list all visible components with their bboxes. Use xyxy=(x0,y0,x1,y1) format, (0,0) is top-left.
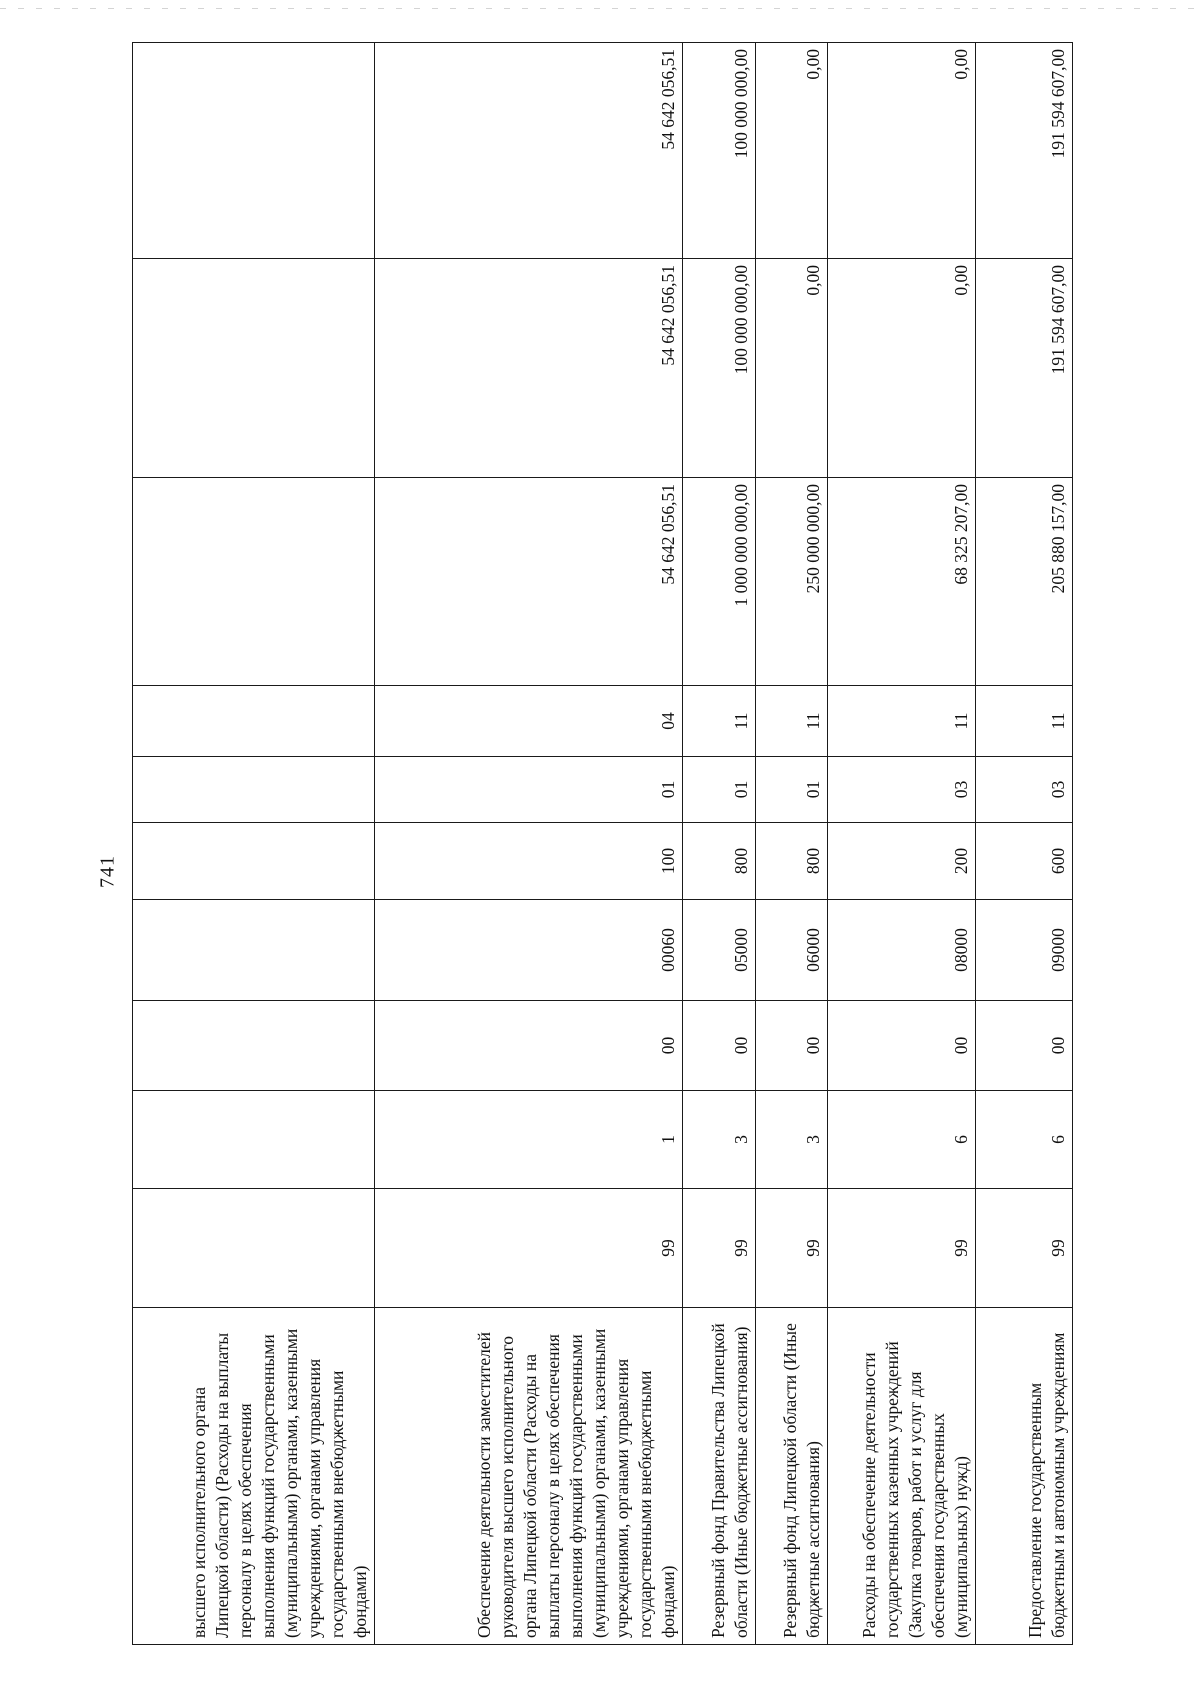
amount-cell: 205 880 157,00 xyxy=(976,478,1073,686)
amount-cell xyxy=(133,43,375,259)
code-cell: 6 xyxy=(828,1091,976,1189)
code-cell: 00 xyxy=(828,1001,976,1091)
amount-cell: 68 325 207,00 xyxy=(828,478,976,686)
amount-cell: 54 642 056,51 xyxy=(375,259,683,478)
code-cell: 00060 xyxy=(375,900,683,1001)
row-description: высшего исполнительного органа Липецкой области) (Расходы на выплаты персоналу в целях обеспечения выполнения функций государственными (муниципальными) органами, казенными учреждениями, органами управления государственными внебюджетными фондами) xyxy=(133,1308,375,1645)
row-description: Резервный фонд Правительства Липецкой области (Иные бюджетные ассигнования) xyxy=(683,1308,756,1645)
amount-cell xyxy=(133,259,375,478)
table-row xyxy=(828,43,976,1645)
amount-cell: 1 000 000 000,00 xyxy=(683,478,756,686)
code-cell xyxy=(133,823,375,900)
code-cell xyxy=(133,1189,375,1308)
code-cell: 11 xyxy=(976,686,1073,757)
table-row xyxy=(133,43,375,1645)
code-cell: 99 xyxy=(375,1189,683,1308)
code-cell: 99 xyxy=(756,1189,828,1308)
code-cell: 99 xyxy=(828,1189,976,1308)
code-cell: 00 xyxy=(683,1001,756,1091)
amount-cell: 54 642 056,51 xyxy=(375,43,683,259)
code-cell: 08000 xyxy=(828,900,976,1001)
code-cell: 800 xyxy=(756,823,828,900)
code-cell: 04 xyxy=(375,686,683,757)
code-cell: 600 xyxy=(976,823,1073,900)
amount-cell: 0,00 xyxy=(828,259,976,478)
code-cell xyxy=(133,1001,375,1091)
code-cell: 99 xyxy=(976,1189,1073,1308)
code-cell: 01 xyxy=(683,757,756,823)
code-cell: 6 xyxy=(976,1091,1073,1189)
code-cell: 03 xyxy=(828,757,976,823)
code-cell: 01 xyxy=(756,757,828,823)
budget-table xyxy=(132,42,1073,1645)
code-cell: 200 xyxy=(828,823,976,900)
amount-cell: 100 000 000,00 xyxy=(683,43,756,259)
code-cell: 11 xyxy=(683,686,756,757)
amount-cell: 100 000 000,00 xyxy=(683,259,756,478)
code-cell: 3 xyxy=(756,1091,828,1189)
amount-cell: 191 594 607,00 xyxy=(976,259,1073,478)
code-cell: 09000 xyxy=(976,900,1073,1001)
code-cell: 99 xyxy=(683,1189,756,1308)
amount-cell: 0,00 xyxy=(756,43,828,259)
row-description: Обеспечение деятельности заместителей руководителя высшего исполнительного органа Липецкой области (Расходы на выплаты персоналу в целях обеспечения выполнения функций государственными (муниципальными) органами, казенными учреждениями, органами управления государственными внебюджетными фондами) xyxy=(375,1308,683,1645)
row-description: Расходы на обеспечение деятельности государственных казенных учреждений (Закупка товаров, работ и услуг для обеспечения государственных (муниципальных) нужд) xyxy=(828,1308,976,1645)
code-cell: 11 xyxy=(756,686,828,757)
code-cell: 800 xyxy=(683,823,756,900)
table-row xyxy=(375,43,683,1645)
code-cell: 3 xyxy=(683,1091,756,1189)
scan-artifact-line xyxy=(0,8,1200,9)
code-cell: 06000 xyxy=(756,900,828,1001)
code-cell: 00 xyxy=(756,1001,828,1091)
code-cell: 00 xyxy=(976,1001,1073,1091)
amount-cell: 250 000 000,00 xyxy=(756,478,828,686)
amount-cell xyxy=(133,478,375,686)
amount-cell: 0,00 xyxy=(828,43,976,259)
page-number: 741 xyxy=(96,855,119,888)
code-cell: 1 xyxy=(375,1091,683,1189)
code-cell xyxy=(133,686,375,757)
code-cell: 11 xyxy=(828,686,976,757)
row-description: Резервный фонд Липецкой области (Иные бюджетные ассигнования) xyxy=(756,1308,828,1645)
code-cell xyxy=(133,1091,375,1189)
table-body xyxy=(133,43,1073,1645)
amount-cell: 191 594 607,00 xyxy=(976,43,1073,259)
amount-cell: 0,00 xyxy=(756,259,828,478)
table-row xyxy=(976,43,1073,1645)
code-cell: 05000 xyxy=(683,900,756,1001)
table-row xyxy=(756,43,828,1645)
amount-cell: 54 642 056,51 xyxy=(375,478,683,686)
code-cell: 100 xyxy=(375,823,683,900)
code-cell xyxy=(133,900,375,1001)
code-cell: 03 xyxy=(976,757,1073,823)
code-cell: 00 xyxy=(375,1001,683,1091)
code-cell: 01 xyxy=(375,757,683,823)
code-cell xyxy=(133,757,375,823)
row-description: Предоставление государственным бюджетным и автономным учреждениям xyxy=(976,1308,1073,1645)
table-row xyxy=(683,43,756,1645)
rotated-table-wrapper xyxy=(132,43,1072,1645)
